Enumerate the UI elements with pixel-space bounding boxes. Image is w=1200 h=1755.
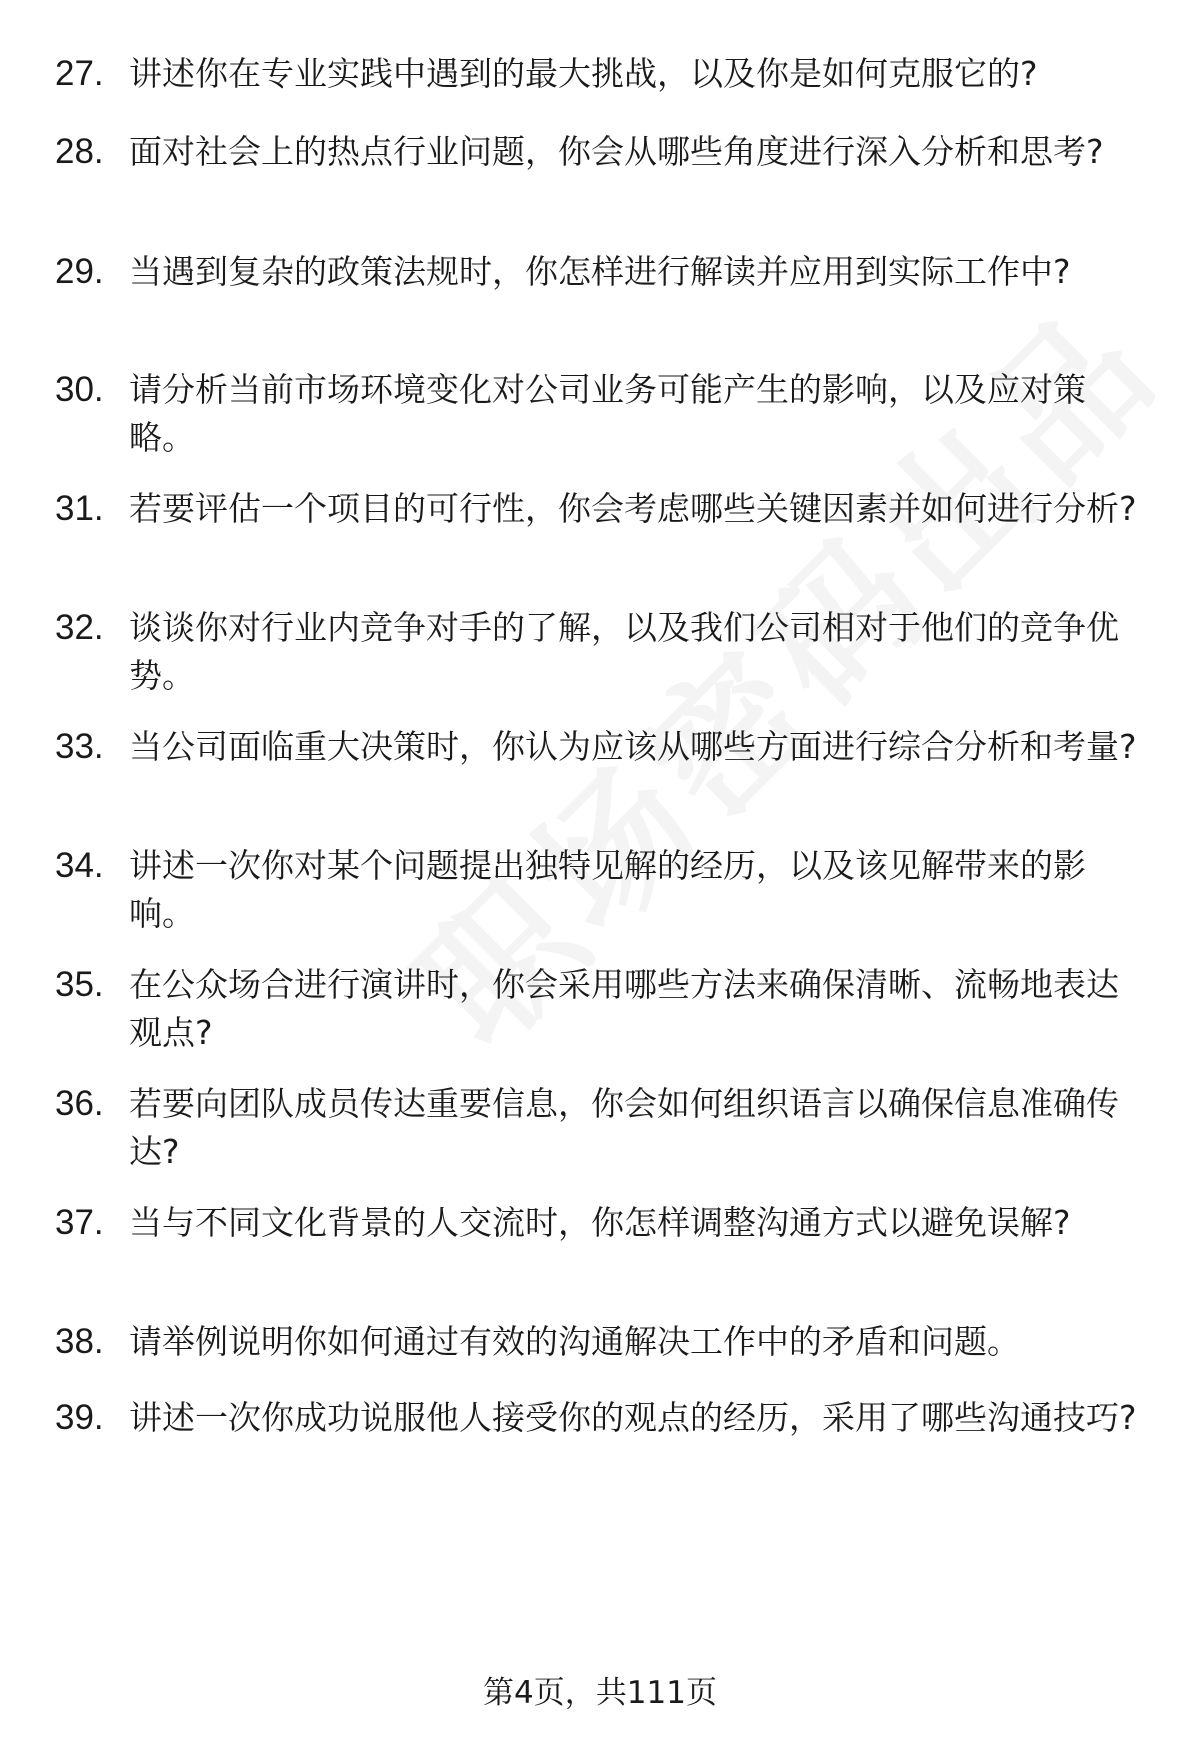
question-text: 请举例说明你如何通过有效的沟通解决工作中的矛盾和问题。: [129, 1322, 1020, 1361]
question-text: 讲述一次你对某个问题提出独特见解的经历，以及该见解带来的影响。: [129, 846, 1086, 933]
question-text: 讲述一次你成功说服他人接受你的观点的经历，采用了哪些沟通技巧?: [129, 1398, 1137, 1437]
question-item: [55, 1318, 1145, 1366]
question-number: 36.: [55, 1084, 104, 1123]
question-text: 面对社会上的热点行业问题，你会从哪些角度进行深入分析和思考?: [129, 132, 1104, 171]
question-number: 39.: [55, 1398, 104, 1437]
question-text: 若要评估一个项目的可行性，你会考虑哪些关键因素并如何进行分析?: [129, 489, 1137, 528]
page-footer: 第4页，共111页: [483, 1675, 717, 1711]
question-number: 33.: [55, 727, 104, 766]
question-text: 谈谈你对行业内竞争对手的了解，以及我们公司相对于他们的竞争优势。: [129, 608, 1119, 695]
question-item: [55, 248, 1145, 296]
question-item: [55, 1080, 1145, 1176]
question-text: 当公司面临重大决策时，你认为应该从哪些方面进行综合分析和考量?: [129, 727, 1137, 766]
question-number: 27.: [55, 54, 104, 93]
question-item: [55, 1394, 1145, 1442]
question-number: 38.: [55, 1322, 104, 1361]
question-text: 当与不同文化背景的人交流时，你怎样调整沟通方式以避免误解?: [129, 1203, 1071, 1242]
question-number: 30.: [55, 370, 104, 409]
question-number: 37.: [55, 1203, 104, 1242]
question-number: 34.: [55, 846, 104, 885]
question-item: [55, 1199, 1145, 1247]
question-text: 讲述你在专业实践中遇到的最大挑战，以及你是如何克服它的?: [129, 54, 1038, 93]
question-item: [55, 128, 1145, 176]
question-item: [55, 842, 1145, 938]
question-number: 32.: [55, 608, 104, 647]
question-number: 28.: [55, 132, 104, 171]
question-text: 若要向团队成员传达重要信息，你会如何组织语言以确保信息准确传达?: [129, 1084, 1119, 1171]
question-item: [55, 50, 1145, 98]
question-number: 31.: [55, 489, 104, 528]
question-item: [55, 961, 1145, 1057]
question-item: [55, 723, 1145, 771]
question-text: 请分析当前市场环境变化对公司业务可能产生的影响，以及应对策略。: [129, 370, 1086, 457]
question-item: [55, 366, 1145, 462]
question-item: [55, 485, 1145, 533]
question-text: 在公众场合进行演讲时，你会采用哪些方法来确保清晰、流畅地表达观点?: [129, 965, 1119, 1052]
question-number: 29.: [55, 252, 104, 291]
question-item: [55, 604, 1145, 700]
question-number: 35.: [55, 965, 104, 1004]
question-text: 当遇到复杂的政策法规时，你怎样进行解读并应用到实际工作中?: [129, 252, 1071, 291]
